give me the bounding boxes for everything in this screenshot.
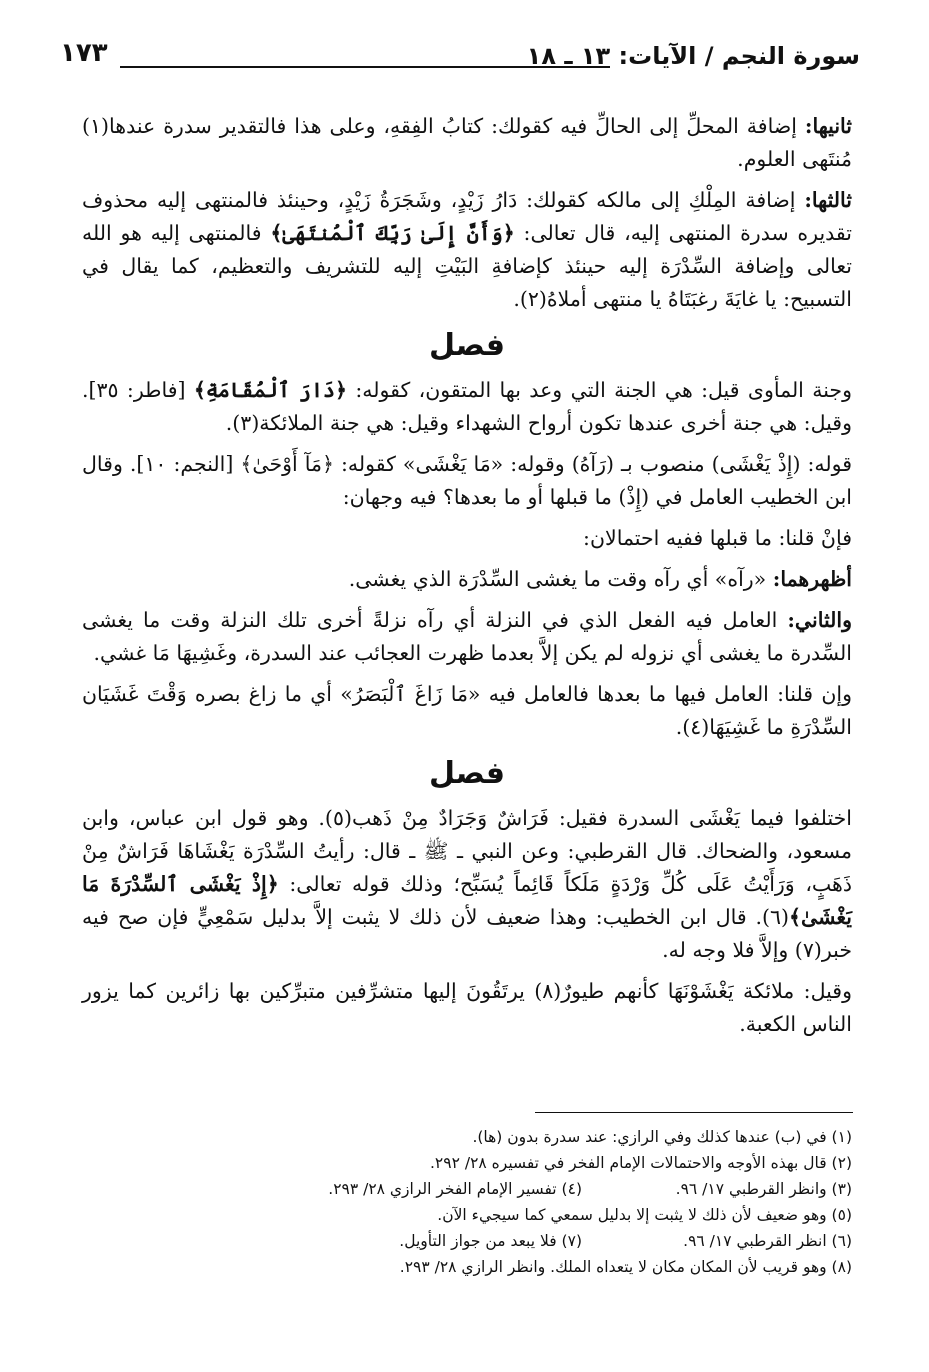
page-number: ١٧٣	[60, 38, 108, 68]
paragraph-text: اختلفوا فيما يَغْشَى السدرة فقيل: فَرَاشٌ وَجَرَادٌ مِنْ ذَهب(٥). وهو قول ابن عباس، وابن مسعود، والضحاك. قال القرطبي: وعن النبي ـ ﷺ ـ قال: رأيتُ السِّدْرَة يَغْشَاهَا فَرَاشٌ مِنْ ذَهَبٍ، وَرَأَيْتُ عَلَى كُلِّ وَرْدَةٍ مَلَكاً قَائِماً يُسَبِّح؛ وذلك قوله تعالى:	[82, 806, 852, 896]
footnote-text: (٧) فلا يبعد من جواز التأويل.	[399, 1232, 582, 1250]
paragraph-text: (٦). قال ابن الخطيب: وهذا ضعيف لأن ذلك لا يثبت إلاَّ بدليل سَمْعِيٍّ فإن صح فيه خبر(٧) وإلاَّ فلا وجه له.	[82, 905, 852, 962]
surah-title: سورة النجم / الآيات: ١٣ ـ ١٨	[526, 42, 860, 70]
paragraph-lead: ثالثها:	[804, 188, 852, 212]
footnote-text: (٥) وهو ضعيف لأن ذلك لا يثبت إلا بدليل سمعي كما سيجيء الآن.	[437, 1206, 852, 1224]
paragraph	[82, 448, 852, 514]
paragraph	[82, 374, 852, 440]
paragraph-text: العامل فيه الفعل الذي في النزلة أي رآه نزلةً أخرى تلك النزلة وقت ما يغشى السِّدرة ما يغشى أي نزوله لم يكن إلاَّ بعدما ظهرت العجائب عند السدرة، وغَشِيهَا مَا غشي.	[82, 608, 852, 665]
paragraph-text: وجنة المأوى قيل: هي الجنة التي وعد بها المتقون، كقوله:	[346, 378, 852, 402]
footnote	[82, 1254, 852, 1280]
paragraph	[82, 522, 852, 555]
paragraph-text: قوله: (إِذْ يَغْشَى) منصوب بـ (رَآهُ) وقوله: «مَا يَغْشَى» كقوله: ﴿مَآ أَوْحَىٰ﴾ [النجم: ١٠]. وقال ابن الخطيب العامل في (إِذْ) ما قبلها أو ما بعدها؟ فيه وجهان:	[82, 452, 852, 509]
footnote-divider	[535, 1112, 853, 1113]
footnote-text: (٣) وانظر القرطبي ١٧/ ٩٦.	[675, 1180, 852, 1198]
footnote	[82, 1228, 852, 1254]
paragraph	[82, 563, 852, 596]
paragraph	[82, 802, 852, 967]
section-heading: فصل	[429, 756, 505, 791]
header-rule	[120, 66, 610, 68]
footnote-text: (٨) وهو قريب لأن المكان مكان لا يتعداه الملك. وانظر الرازي ٢٨/ ٢٩٣.	[399, 1258, 852, 1276]
running-header	[60, 38, 860, 78]
quran-verse: ﴿وَأَنَّ إِلَىٰ رَبِّكَ ٱلْمُنتَهَىٰ﴾	[270, 221, 515, 245]
paragraph-text: [فاطر: ٣٥]. وقيل: هي جنة أخرى عندها تكون أرواح الشهداء وقيل: هي جنة الملائكة(٣).	[82, 378, 852, 435]
footnote	[82, 1202, 852, 1228]
paragraph-text: فالمنتهى إليه هو الله تعالى وإضافة السِّدْرَة إليه حينئذ كإضافةِ البَيْتِ إليه للتشريف والتعظيم، كما يقال في التسبيح: يا غايَةَ رغبَتَاهُ يا منتهى أملاهُ(٢).	[82, 221, 852, 311]
paragraph-text: إضافة المِلْكِ إلى مالكه كقولك: دَارُ زَيْدٍ، وشَجَرَةُ زَيْدٍ، وحينئذ فالمنتهى إليه محذوف تقديره سدرة المنتهى إليه، قال تعالى:	[82, 188, 853, 245]
footnote-text: (٢) قال بهذه الأوجه والاحتمالات الإمام الفخر في تفسيره ٢٨/ ٢٩٢.	[429, 1154, 852, 1172]
footnote	[82, 1176, 852, 1202]
section-heading: فصل	[429, 328, 505, 363]
footnote	[82, 1124, 852, 1150]
paragraph-lead: أظهرهما:	[772, 567, 852, 591]
paragraph	[82, 110, 852, 176]
paragraph-text: وقيل: ملائكة يَغْشَوْنَهَا كأنهم طيورٌ(٨) يرتَقُونَ إليها متشرِّفين متبرِّكين بها زائرين كما يزور الناس الكعبة.	[82, 979, 852, 1036]
footnote	[82, 1150, 852, 1176]
paragraph-text: وإن قلنا: العامل فيها ما بعدها فالعامل فيه «مَا زَاغَ ٱلْبَصَرُ» أي ما زاغ بصره وَقْتَ غَشَيَان السِّدْرَةِ ما غَشِيَهَا(٤).	[82, 682, 852, 739]
paragraph	[82, 975, 852, 1041]
paragraph-text: «رآه» أي رآه وقت ما يغشى السِّدْرَة الذي يغشى.	[348, 567, 773, 591]
quran-verse: ﴿إِذْ يَغْشَى ٱلسِّدْرَةَ مَا يَغْشَىٰ﴾	[82, 872, 852, 929]
footnote-text: (١) في (ب) عندها كذلك وفي الرازي: عند سدرة بدون (ها).	[472, 1128, 852, 1146]
main-text	[82, 110, 852, 1049]
paragraph-text: إضافة المحلِّ إلى الحالِّ فيه كقولك: كتابُ الفِقهِ، وعلى هذا فالتقدير سدرة عندها(١) مُنتَهى العلوم.	[82, 114, 852, 171]
footnotes	[82, 1124, 852, 1280]
quran-verse: ﴿دَارَ ٱلْمُقَامَةِ﴾	[193, 378, 347, 402]
paragraph-text: فإنْ قلنا: ما قبلها ففيه احتمالان:	[583, 526, 852, 550]
paragraph	[82, 184, 852, 316]
paragraph-lead: والثاني:	[787, 608, 852, 632]
paragraph-lead: ثانيها:	[804, 114, 852, 138]
footnote-text: (٤) تفسير الإمام الفخر الرازي ٢٨/ ٢٩٣.	[328, 1180, 582, 1198]
paragraph	[82, 678, 852, 744]
paragraph	[82, 604, 852, 670]
footnote-text: (٦) انظر القرطبي ١٧/ ٩٦.	[683, 1232, 852, 1250]
